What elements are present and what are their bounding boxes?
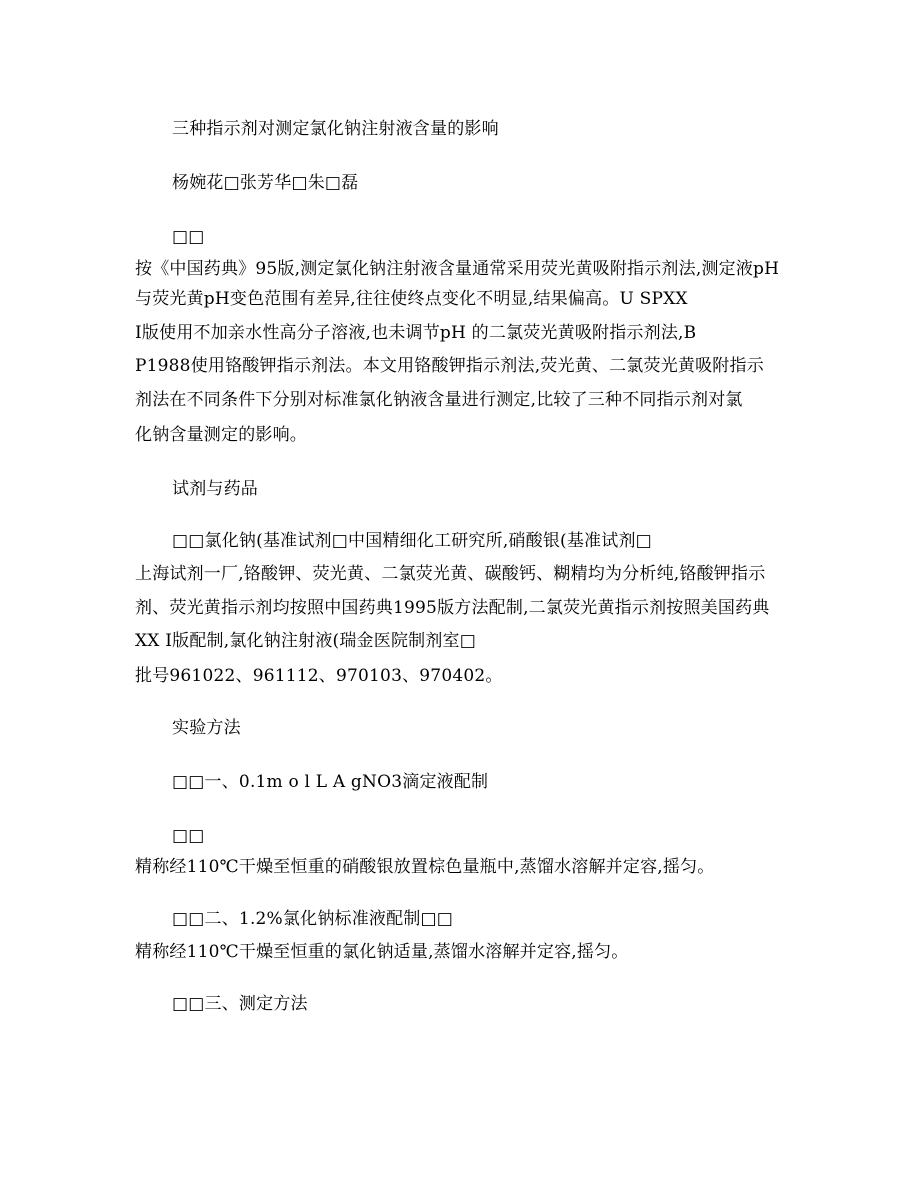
placeholder-marker: □□ [172, 826, 205, 846]
paragraph-line: 批号961022、961112、970103、970402。 [135, 666, 503, 686]
document-title: 三种指示剂对测定氯化钠注射液含量的影响 [172, 119, 499, 139]
section-heading-methods: 实验方法 [172, 718, 241, 738]
section-heading-reagents: 试剂与药品 [172, 479, 258, 499]
paragraph-line: □□氯化钠(基准试剂□中国精细化工研究所,硝酸银(基准试剂□ [172, 531, 652, 551]
paragraph-line: XX I版配制,氯化钠注射液(瑞金医院制剂室□ [135, 631, 477, 651]
paragraph-line: 与荧光黄pH变色范围有差异,往往使终点变化不明显,结果偏高。U SPXX [135, 289, 688, 309]
step-heading: □□三、测定方法 [172, 994, 308, 1014]
step-text: 精称经110℃干燥至恒重的硝酸银放置棕色量瓶中,蒸馏水溶解并定容,摇匀。 [135, 857, 715, 877]
paragraph-line: 化钠含量测定的影响。 [135, 425, 307, 445]
paragraph-line: 剂法在不同条件下分别对标准氯化钠液含量进行测定,比较了三种不同指示剂对氯 [135, 390, 743, 410]
paragraph-line: 按《中国药典》95版,测定氯化钠注射液含量通常采用荧光黄吸附指示剂法,测定液pH [135, 259, 780, 279]
paragraph-line: P1988使用铬酸钾指示剂法。本文用铬酸钾指示剂法,荧光黄、二氯荧光黄吸附指示 [135, 356, 764, 376]
step-text: 精称经110℃干燥至恒重的氯化钠适量,蒸馏水溶解并定容,摇匀。 [135, 942, 629, 962]
author-line: 杨婉花□张芳华□朱□磊 [172, 173, 359, 193]
step-heading: □□一、0.1m o l L A gNO3滴定液配制 [172, 772, 489, 792]
placeholder-marker: □□ [172, 227, 205, 247]
step-heading: □□二、1.2%氯化钠标准液配制□□ [172, 909, 454, 929]
paragraph-line: I版使用不加亲水性高分子溶液,也未调节pH 的二氯荧光黄吸附指示剂法,B [135, 323, 697, 343]
paragraph-line: 上海试剂一厂,铬酸钾、荧光黄、二氯荧光黄、碳酸钙、糊精均为分析纯,铬酸钾指示 [135, 564, 766, 584]
paragraph-line: 剂、荧光黄指示剂均按照中国药典1995版方法配制,二氯荧光黄指示剂按照美国药典 [135, 598, 770, 618]
